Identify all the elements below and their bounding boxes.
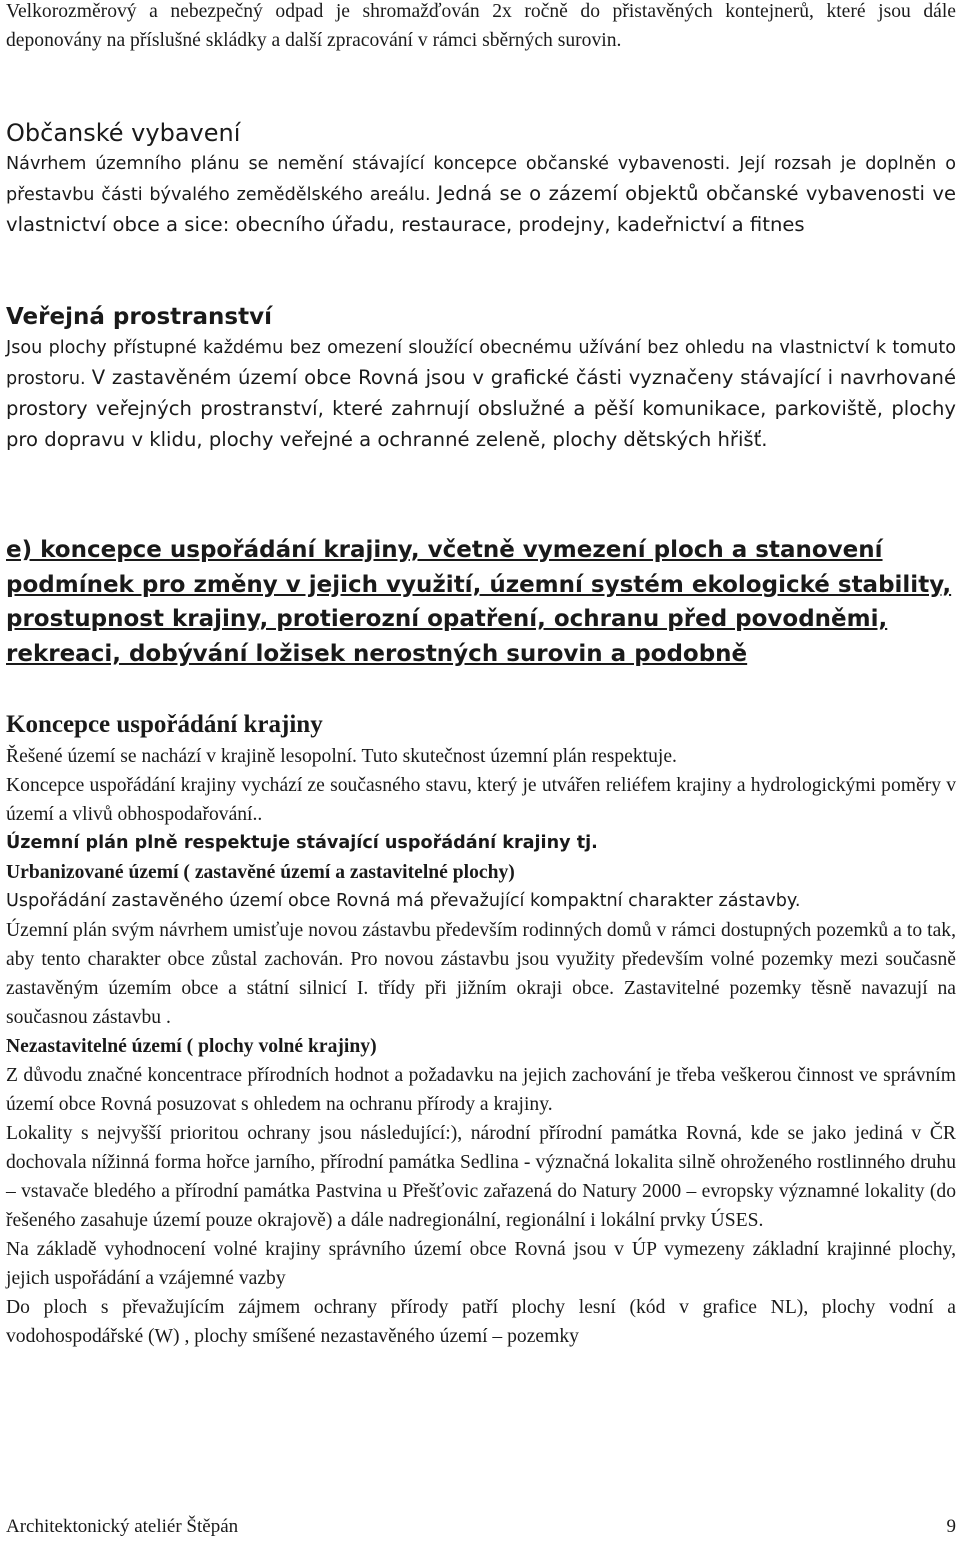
paragraph-plochy: Do ploch s převažujícím zájmem ochrany přírody patří plochy lesní (kód v grafice NL), plochy vodní a vodohospodářské (W) , plochy smíšené nezastavěného území – pozemky [6,1297,956,1347]
paragraph-obcanske [6,150,956,241]
page-number: 9 [946,1516,956,1537]
paragraph-reseni: Řešené území se nachází v krajině lesopolní. Tuto skutečnost územní plán respektuje. [6,746,677,767]
paragraph-verejna [6,334,956,456]
paragraph-verejna-part-a: Jsou plochy přístupné každému bez omezení sloužící obecnému užívání bez ohledu na vlastnictví k tomuto prostoru. [6,338,956,389]
subheading-plne-respektuje: Územní plán plně respektuje stávající uspořádání krajiny tj. [6,833,598,853]
subheading-nezastavitelne: Nezastavitelné území ( plochy volné krajiny) [6,1036,377,1057]
paragraph-lokality: Lokality s nejvyšší prioritou ochrany jsou následující:), národní přírodní památka Rovná, kde se jako jediná v ČR dochovala nížinná forma hořce jarního, přírodní památka Sedlina - význačná lokalita silně ohroženého rostlinného druhu – vstavače bledého a přírodní památka Pastvina u Přešťovic zařazená do Natury 2000 – evropsky významné lokality (do řešeného zasahuje území pouze okrajově) a dále nadregionální, regionální i lokální prvky ÚSES. [6,1123,956,1231]
heading-obcanske-vybaveni: Občanské vybavení [6,119,241,147]
paragraph-verejna-part-b: V zastavěném území obce Rovná jsou v grafické části vyznačeny stávající i navrhované prostory veřejných prostranství, které zahrnují obslužné a pěší komunikace, parkoviště, plochy pro dopravu v klidu, plochy veřejné a ochranné zeleně, plochy dětských hřišť. [6,366,956,451]
paragraph-urbanizovane-part-c: Pro novou zástavbu jsou využity především volné pozemky mezi současně zastavěným územím obce a státní silnicí I. třídy při jižním okraji obce. Zastavitelné pozemky těsně navazují na současnou zástavbu . [6,949,956,1028]
paragraph-urbanizovane-b [6,916,956,1032]
subheading-urbanizovane: Urbanizované území ( zastavěné území a zastavitelné plochy) [6,862,515,883]
footer-author: Architektonický ateliér Štěpán [6,1516,239,1537]
paragraph-nezastavitelne: Z důvodu značné koncentrace přírodních hodnot a požadavku na jejich zachování je třeba veškerou činnost ve správním území obce Rovná posuzovat s ohledem na ochranu přírody a krajiny. [6,1065,956,1115]
paragraph-obcanske-part-b: Jedná se o zázemí objektů občanské vybavenosti ve vlastnictví obce a sice: obecního úřadu, restaurace, prodejny, kadeřnictví a fitnes [6,182,957,236]
paragraph-obcanske-part-a: Návrhem územního plánu se nemění stávající koncepce občanské vybavenosti. Její rozsah je doplněn o přestavbu části bývalého zemědělského areálu. [6,154,956,205]
paragraph-zaklad: Na základě vyhodnocení volné krajiny správního území obce Rovná jsou v ÚP vymezeny základní krajinné plochy, jejich uspořádání a vzájemné vazby [6,1239,956,1289]
paragraph-urbanizovane-a: Uspořádání zastavěného území obce Rovná má převažující kompaktní charakter zástavby. [6,891,801,911]
heading-section-e: e) koncepce uspořádání krajiny, včetně vymezení ploch a stanovení podmínek pro změny v jejich využití, územní systém ekologické stability, prostupnost krajiny, protierozní opatření, ochranu před povodněmi, rekreaci, dobývání ložisek nerostných surovin a podobně [6,537,952,667]
heading-verejna-prostranstvi: Veřejná prostranství [6,304,272,330]
heading-koncepce-usporadani: Koncepce uspořádání krajiny [6,711,323,738]
paragraph-odpad: Velkorozměrový a nebezpečný odpad je shromažďován 2x ročně do přistavěných kontejnerů, které jsou dále deponovány na příslušné skládky a další zpracování v rámci sběrných surovin. [6,1,956,51]
paragraph-koncepce: Koncepce uspořádání krajiny vychází ze současného stavu, který je utvářen reliéfem krajiny a hydrologickými poměry v území a vlivů obhospodařování.. [6,775,956,825]
paragraph-urbanizovane-part-b: Územní plán svým návrhem umisťuje novou zástavbu především rodinných domů v rámci dostupných pozemků a to tak, aby tento charakter obce zůstal zachován. [6,920,956,970]
landscape-section [6,742,956,1351]
